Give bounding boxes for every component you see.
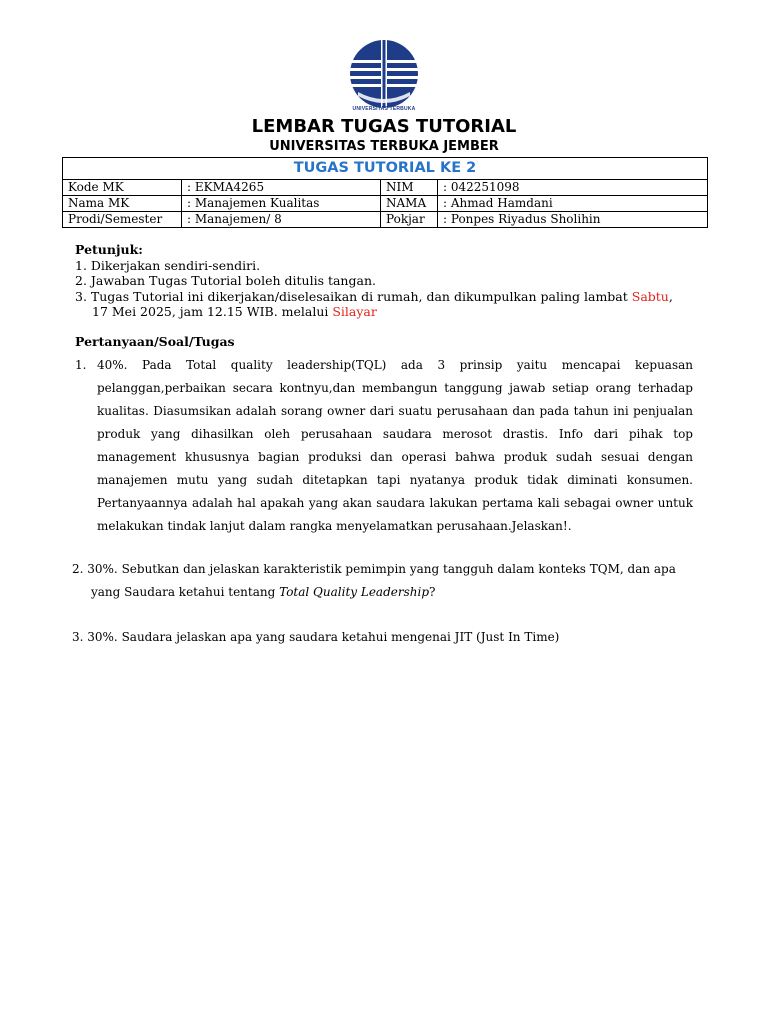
instructions	[75, 242, 715, 320]
table-row	[63, 180, 708, 196]
submission-platform: Silayar	[332, 304, 377, 319]
cell-label: NIM	[381, 180, 438, 196]
cell-label: NAMA	[381, 196, 438, 212]
table-row	[63, 196, 708, 212]
cell-value: : Manajemen Kualitas	[182, 196, 381, 212]
instruction-item: 1. Dikerjakan sendiri-sendiri.	[75, 257, 261, 273]
instruction-text: ,	[668, 288, 673, 304]
deadline-day: Sabtu	[631, 288, 669, 304]
question-2	[72, 558, 694, 604]
cell-value: : Ponpes Riyadus Sholihin	[438, 212, 708, 228]
table-row	[63, 212, 708, 228]
cell-label: Nama MK	[63, 196, 182, 212]
page-subtitle: UNIVERSITAS TERBUKA JEMBER	[269, 139, 499, 154]
university-logo-icon	[348, 38, 420, 110]
cell-label: Pokjar	[381, 212, 438, 228]
question-text: yang Saudara ketahui tentang	[91, 585, 280, 599]
question-text-continued	[91, 581, 694, 604]
question-text: 40%. Pada Total quality leadership(TQL) ada 3 prinsip yaitu mencapai kepuasan pelanggan,perbaikan secara kontnyu,dan membangun tanggung jawab setiap orang terhadap kualitas. Diasumsikan adalah sorang owner dari suatu perusahaan dan pada tahun ini penjualan produk yang dihasilkan oleh perusahaan saudara merosot drastis. Info dari pihak top management khususnya bagian produksi dan operasi bahwa produk sudah sesuai dengan manajemen mutu yang sudah ditetapkan tapi nyatanya produk tidak diminati konsumen. Pertanyaannya adalah hal apakah yang akan saudara lakukan pertama kali sebagai owner untuk melakukan tindak lanjut dalam rangka menyelamatkan perusahaan.Jelaskan!.	[97, 358, 693, 533]
questions-label: Pertanyaan/Soal/Tugas	[75, 334, 235, 349]
cell-value: : Manajemen/ 8	[182, 212, 381, 228]
cell-value: : EKMA4265	[182, 180, 381, 196]
instruction-item	[75, 289, 715, 305]
question-text: 2. 30%. Sebutkan dan jelaskan karakteristik pemimpin yang tangguh dalam konteks TQM, dan apa	[72, 562, 676, 576]
question-text: ?	[429, 585, 436, 599]
university-logo	[348, 38, 420, 114]
instruction-item: 2. Jawaban Tugas Tutorial boleh ditulis tangan.	[75, 273, 376, 288]
instructions-label: Petunjuk:	[75, 242, 143, 257]
instruction-text: 3. Tugas Tutorial ini dikerjakan/diselesaikan di rumah, dan dikumpulkan paling lambat	[75, 288, 632, 304]
cell-value: : 042251098	[438, 180, 708, 196]
page-title: LEMBAR TUGAS TUTORIAL	[251, 116, 517, 137]
instruction-text: 17 Mei 2025, jam 12.15 WIB. melalui	[92, 304, 333, 319]
tutorial-heading: TUGAS TUTORIAL KE 2	[63, 158, 708, 180]
emphasis-term: Total Quality Leadership	[279, 585, 430, 599]
cell-label: Prodi/Semester	[63, 212, 182, 228]
cell-label: Kode MK	[63, 180, 182, 196]
instruction-item	[75, 304, 715, 320]
question-text: 3. 30%. Saudara jelaskan apa yang saudara ketahui mengenai JIT (Just In Time)	[72, 630, 560, 644]
logo-caption: UNIVERSITAS TERBUKA	[352, 106, 416, 112]
cell-value: : Ahmad Hamdani	[438, 196, 708, 212]
question-1	[75, 354, 693, 538]
info-heading-row	[63, 158, 708, 180]
question-3	[72, 626, 694, 649]
info-table	[62, 157, 708, 228]
question-number: 1.	[75, 358, 87, 372]
